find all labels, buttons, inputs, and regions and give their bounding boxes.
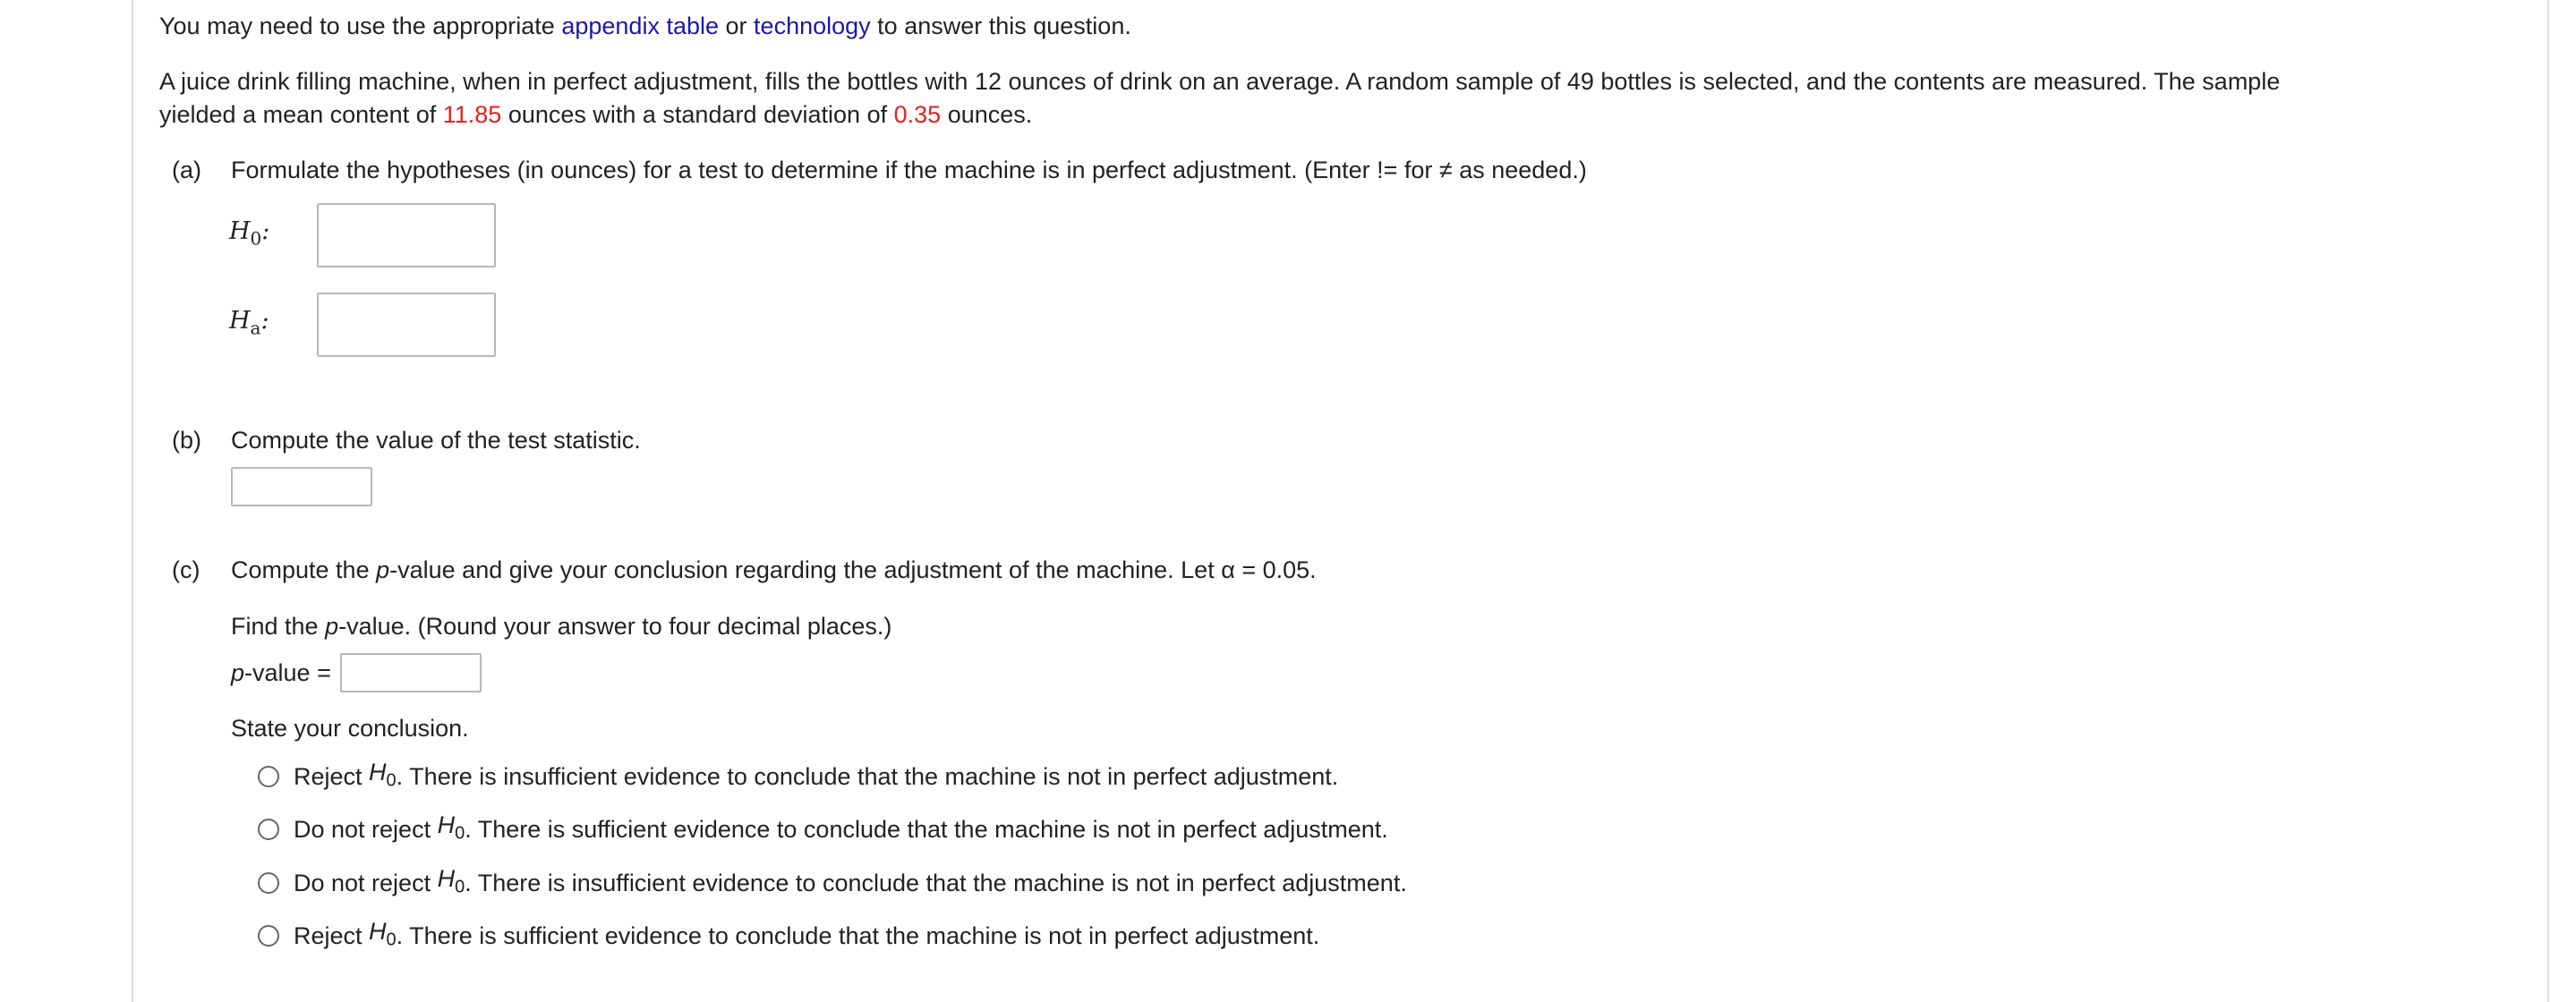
part-c-label: (c) [172,556,200,583]
part-a-text: Formulate the hypotheses (in ounces) for a test to determine if the machine is in perfect adjustment. (Enter != for ≠ as needed.) [231,157,1587,183]
null-hypothesis-input[interactable] [317,203,496,267]
appendix-table-link[interactable]: appendix table [561,13,719,39]
problem-text: ounces with a standard deviation of [508,101,888,128]
sd-value: 0.35 [893,101,942,128]
problem-text: ounces. [947,101,1033,128]
conclusion-option-2[interactable]: Do not reject $H_0$ . There is sufficient evidence to conclude that the machine is not in perfect adjustment. [258,808,1388,850]
conclusion-option-1[interactable]: Reject $H_0$ . There is insufficient evidence to conclude that the machine is not in perfect adjustment. [258,755,1338,797]
radio-button[interactable] [258,872,279,894]
left-border [132,0,133,1002]
test-statistic-input[interactable] [231,467,372,506]
radio-button[interactable] [258,819,279,840]
pvalue-label: -value = [244,659,331,686]
alternative-hypothesis-input[interactable] [317,293,496,357]
problem-line-1: A juice drink filling machine, when in perfect adjustment, fills the bottles with 12 ounces of drink on an average. A random sample of 49 bottles is selected, and the contents are measured. The sample [159,68,2281,95]
intro-middle: or [725,13,747,39]
part-b-text: Compute the value of the test statistic. [231,427,641,454]
intro-prefix: You may need to use the appropriate [159,13,555,39]
right-border [2547,0,2549,1002]
part-b-heading [172,423,641,457]
mean-value: 11.85 [442,101,502,128]
state-conclusion-label: State your conclusion. [231,715,469,742]
problem-line-2 [159,98,1032,132]
technology-link[interactable]: technology [754,13,871,39]
intro-suffix: to answer this question. [877,13,1131,39]
pvalue-row [231,653,482,692]
part-a-heading [172,153,1587,187]
part-a-label: (a) [172,157,201,183]
part-b-label: (b) [172,427,201,454]
part-c-heading [172,553,1317,587]
intro-line [159,9,1131,43]
conclusion-option-4[interactable]: Reject $H_0$ . There is sufficient evidence to conclude that the machine is not in perfect adjustment. [258,914,1319,956]
problem-text: yielded a mean content of [159,101,437,128]
part-c-text: -value and give your conclusion regarding the adjustment of the machine. Let α = 0.05. [389,556,1317,583]
pvalue-label: p [231,659,245,686]
p-symbol: p [376,556,390,583]
conclusion-option-3[interactable]: Do not reject $H_0$ . There is insufficient evidence to conclude that the machine is not in perfect adjustment. [258,862,1407,904]
pvalue-input[interactable] [340,653,482,692]
find-pvalue-instruction: Find the p-value. (Round your answer to four decimal places.) [231,613,892,640]
ha-row [229,292,496,358]
h0-label: $H_0$: [229,217,270,250]
radio-button[interactable] [258,925,279,947]
ha-label: $H_a$: [229,307,269,339]
radio-button[interactable] [258,766,279,787]
part-c-text: Compute the [231,556,370,583]
h0-row [229,202,496,268]
